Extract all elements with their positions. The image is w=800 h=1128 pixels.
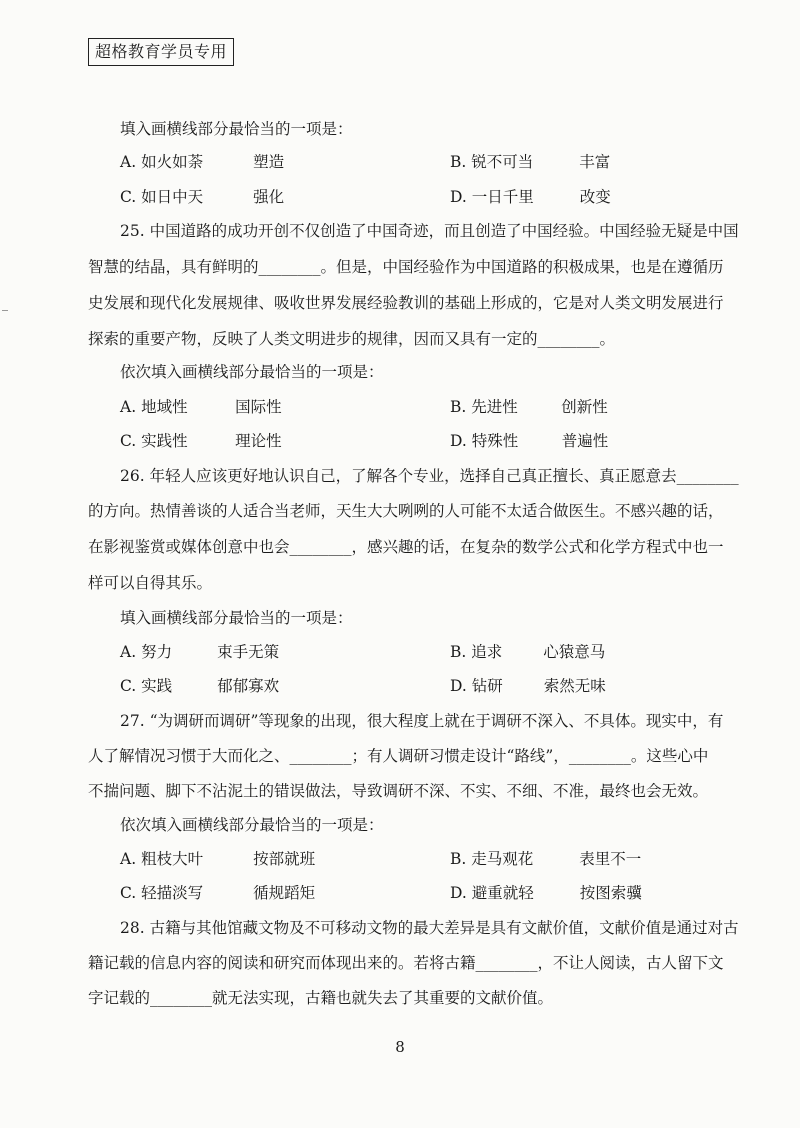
q25-option-c bbox=[120, 430, 282, 452]
option-word-1: 先进性 bbox=[471, 398, 518, 416]
q25-line-3: 史发展和现代化发展规律、吸收世界发展经验教训的基础上形成的，它是对人类文明发展进行 bbox=[88, 294, 724, 312]
option-word-2: 索然无味 bbox=[543, 677, 606, 695]
option-word-2: 改变 bbox=[579, 188, 611, 206]
q24-prompt: 填入画横线部分最恰当的一项是： bbox=[120, 120, 353, 138]
q27-option-c bbox=[120, 882, 315, 904]
option-letter: B. bbox=[450, 398, 467, 416]
option-word-1: 追求 bbox=[471, 643, 503, 661]
scan-edge-mark bbox=[2, 310, 8, 311]
option-letter: C. bbox=[120, 677, 137, 695]
option-letter: A. bbox=[120, 850, 137, 868]
q24-option-d bbox=[450, 186, 611, 208]
q26-option-d bbox=[450, 675, 606, 697]
q28-line-1: 28. 古籍与其他馆藏文物及不可移动文物的最大差异是具有文献价值，文献价值是通过对古 bbox=[120, 919, 739, 937]
option-word-1: 走马观花 bbox=[471, 850, 534, 868]
option-word-1: 如日中天 bbox=[141, 188, 204, 206]
q26-line-3: 在影视鉴赏或媒体创意中也会________，感兴趣的话，在复杂的数学公式和化学方程式中也一 bbox=[88, 538, 724, 556]
option-word-2: 循规蹈矩 bbox=[253, 884, 316, 902]
option-word-1: 努力 bbox=[141, 643, 173, 661]
q26-option-c bbox=[120, 675, 279, 697]
q25-line-2: 智慧的结晶，具有鲜明的________。但是，中国经验作为中国道路的积极成果，也是在遵循历 bbox=[88, 258, 724, 276]
q26-line-1: 26. 年轻人应该更好地认识自己，了解各个专业，选择自己真正擅长、真正愿意去________ bbox=[120, 467, 739, 485]
option-word-2: 心猿意马 bbox=[543, 643, 606, 661]
q27-option-d bbox=[450, 882, 642, 904]
q25-line-4: 探索的重要产物，反映了人类文明进步的规律，因而又具有一定的________。 bbox=[88, 330, 616, 348]
q24-option-c bbox=[120, 186, 284, 208]
q27-line-1: 27. “为调研而调研”等现象的出现，很大程度上就在于调研不深入、不具体。现实中，有 bbox=[120, 712, 724, 730]
option-word-2: 按图索骥 bbox=[579, 884, 642, 902]
option-word-1: 锐不可当 bbox=[471, 153, 534, 171]
option-word-2: 束手无策 bbox=[217, 643, 280, 661]
q26-option-b bbox=[450, 641, 605, 663]
q25-option-b bbox=[450, 396, 608, 418]
q25-line-1: 25. 中国道路的成功开创不仅创造了中国奇迹，而且创造了中国经验。中国经验无疑是中国 bbox=[120, 222, 739, 240]
q27-prompt: 依次填入画横线部分最恰当的一项是： bbox=[120, 816, 384, 834]
option-word-2: 理论性 bbox=[235, 432, 282, 450]
q24-option-a bbox=[120, 151, 284, 173]
header-badge: 超格教育学员专用 bbox=[88, 38, 234, 66]
option-letter: D. bbox=[450, 677, 467, 695]
option-word-1: 地域性 bbox=[141, 398, 188, 416]
q27-line-3: 不揣问题、脚下不沾泥土的错误做法，导致调研不深、不实、不细、不准，最终也会无效。 bbox=[88, 782, 709, 800]
q27-line-2: 人了解情况习惯于大而化之、________；有人调研习惯走设计“路线”，________。这些心中 bbox=[88, 747, 709, 765]
option-letter: A. bbox=[120, 153, 137, 171]
option-word-2: 国际性 bbox=[235, 398, 282, 416]
option-word-2: 按部就班 bbox=[253, 850, 316, 868]
q26-line-4: 样可以自得其乐。 bbox=[88, 574, 213, 592]
option-letter: B. bbox=[450, 643, 467, 661]
option-letter: C. bbox=[120, 884, 137, 902]
option-word-1: 轻描淡写 bbox=[141, 884, 204, 902]
option-letter: A. bbox=[120, 643, 137, 661]
option-letter: B. bbox=[450, 850, 467, 868]
option-word-2: 表里不一 bbox=[579, 850, 642, 868]
option-word-1: 如火如荼 bbox=[141, 153, 204, 171]
q28-line-3: 字记载的________就无法实现，古籍也就失去了其重要的文献价值。 bbox=[88, 989, 554, 1007]
option-word-1: 避重就轻 bbox=[471, 884, 534, 902]
option-word-2: 创新性 bbox=[561, 398, 608, 416]
q26-prompt: 填入画横线部分最恰当的一项是： bbox=[120, 609, 353, 627]
option-word-2: 普遍性 bbox=[561, 432, 609, 450]
option-word-1: 粗枝大叶 bbox=[141, 850, 204, 868]
option-letter: B. bbox=[450, 153, 467, 171]
q26-option-a bbox=[120, 641, 279, 663]
q25-prompt: 依次填入画横线部分最恰当的一项是： bbox=[120, 363, 384, 381]
option-word-2: 丰富 bbox=[579, 153, 611, 171]
option-word-2: 强化 bbox=[253, 188, 285, 206]
q25-option-d bbox=[450, 430, 608, 452]
option-word-2: 塑造 bbox=[253, 153, 285, 171]
q27-option-b bbox=[450, 848, 641, 870]
option-letter: C. bbox=[120, 188, 137, 206]
q25-option-a bbox=[120, 396, 282, 418]
option-letter: A. bbox=[120, 398, 137, 416]
option-word-1: 一日千里 bbox=[471, 188, 534, 206]
q27-option-a bbox=[120, 848, 315, 870]
option-letter: C. bbox=[120, 432, 137, 450]
option-word-2: 郁郁寡欢 bbox=[217, 677, 280, 695]
q26-line-2: 的方向。热情善谈的人适合当老师，天生大大咧咧的人可能不太适合做医生。不感兴趣的话， bbox=[88, 502, 724, 520]
option-word-1: 钻研 bbox=[471, 677, 503, 695]
option-letter: D. bbox=[450, 884, 467, 902]
option-word-1: 特殊性 bbox=[471, 432, 519, 450]
option-word-1: 实践 bbox=[141, 677, 173, 695]
page-number: 8 bbox=[395, 1038, 405, 1056]
option-letter: D. bbox=[450, 188, 467, 206]
option-word-1: 实践性 bbox=[141, 432, 188, 450]
option-letter: D. bbox=[450, 432, 467, 450]
q24-option-b bbox=[450, 151, 610, 173]
q28-line-2: 籍记载的信息内容的阅读和研究而体现出来的。若将古籍________，不让人阅读，古人留下文 bbox=[88, 954, 724, 972]
